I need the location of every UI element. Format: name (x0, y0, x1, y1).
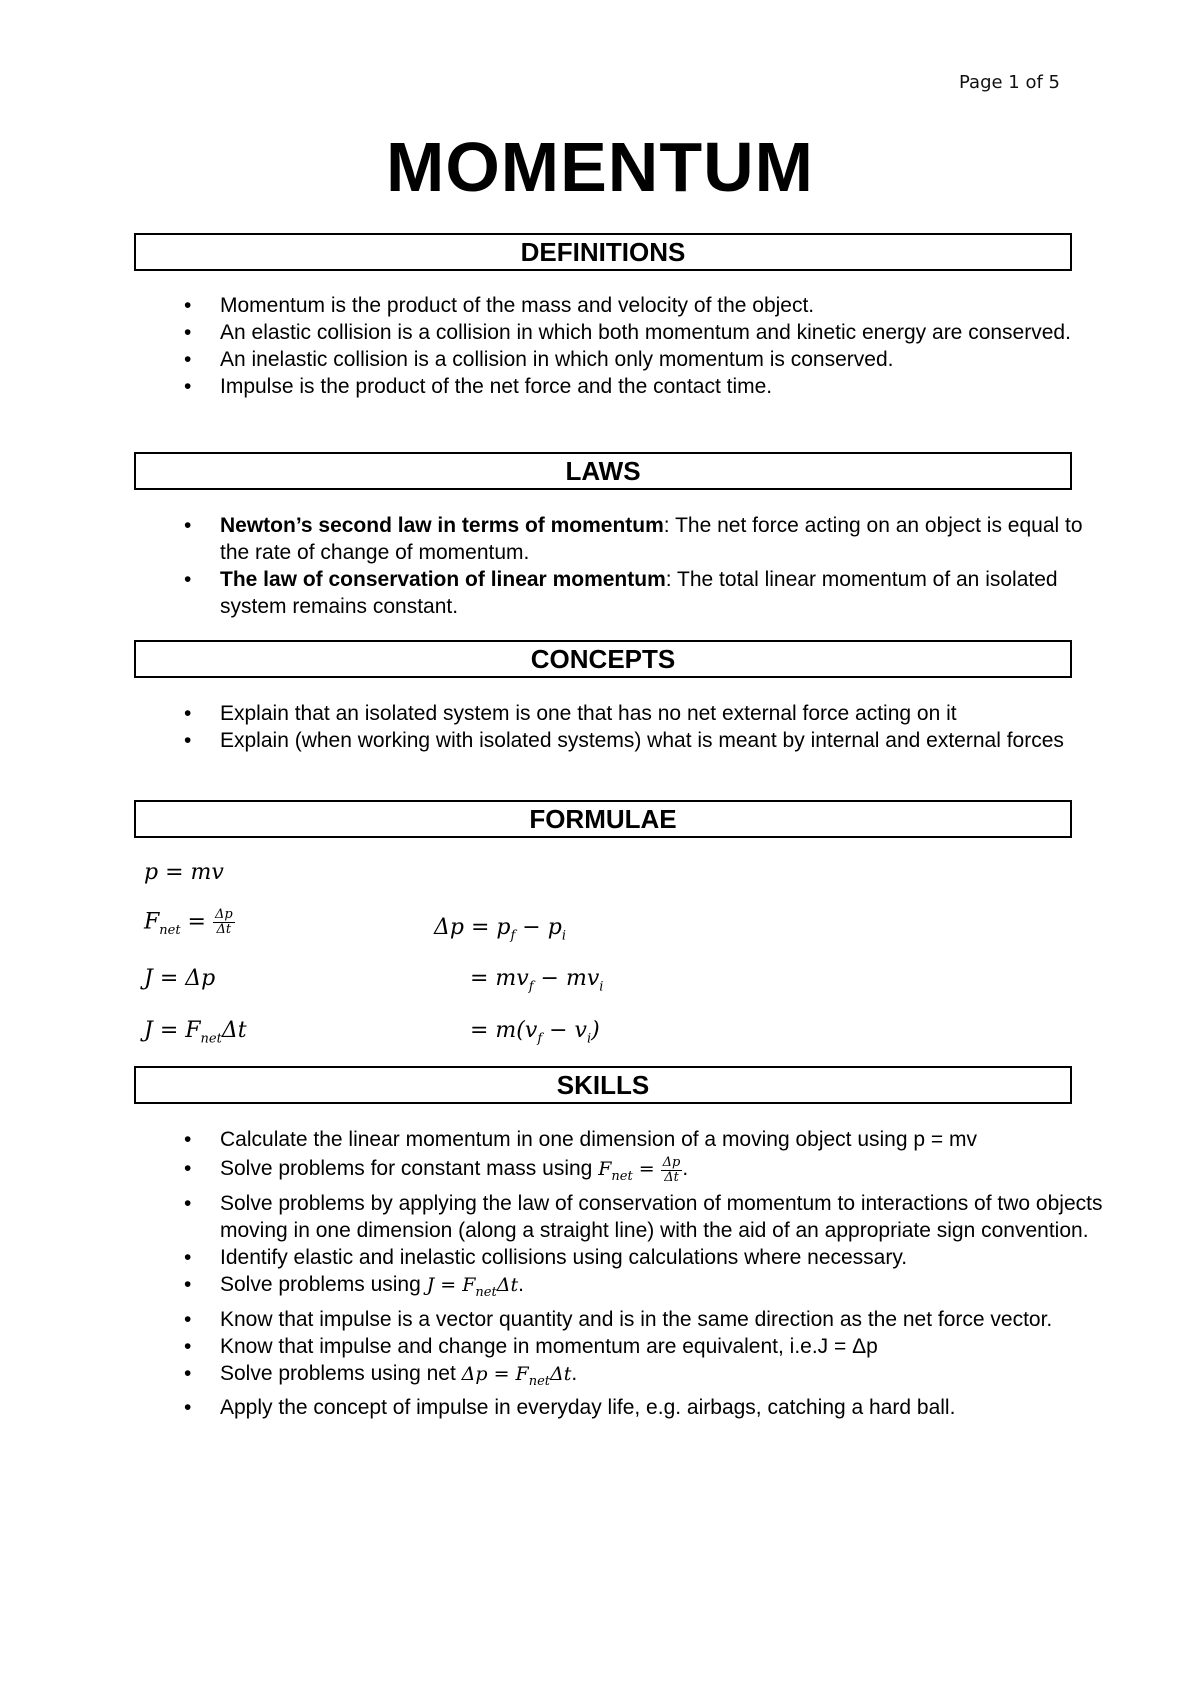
list-item: • Identify elastic and inelastic collisions using calculations where necessary. (220, 1244, 1108, 1271)
dp-line2-a: = mv (470, 966, 529, 991)
skill-text: Solve problems using net (220, 1361, 462, 1385)
skill-dp-sub: net (528, 1373, 551, 1389)
dp-line2-sub-f: f (528, 979, 534, 995)
list-item (220, 512, 1108, 566)
skill-fnet-den: Δt (664, 1169, 679, 1185)
list-item: • Impulse is the product of the net force and the contact time. (220, 373, 1108, 400)
laws-list (184, 512, 1108, 620)
impulse-subscript: net (200, 1031, 222, 1047)
skill-math-fnet: $F_{net}$ = $\frac{\Delta p}{\Delta t}$ (598, 1154, 681, 1185)
skill-dp-lhs: Δp = F (461, 1362, 529, 1385)
skill-fnet-symbol: F (598, 1158, 612, 1180)
list-item (220, 1271, 1108, 1306)
law-term: Newton’s second law in terms of momentum (220, 514, 664, 537)
skill-fnet-fraction (661, 1156, 683, 1185)
list-item: • Calculate the linear momentum in one dimension of a moving object using p = mv (220, 1126, 1108, 1153)
dp-sub-i: i (561, 928, 566, 944)
list-item (220, 1155, 1108, 1190)
skill-fnet-num: Δp (662, 1154, 681, 1170)
fnet-subscript: net (159, 922, 181, 938)
concepts-header-box (134, 640, 1072, 678)
list-item (220, 566, 1108, 620)
skill-math-impulse (426, 1273, 519, 1300)
dp-line3-b: − v (542, 1018, 587, 1043)
formula-impulse-fnet (144, 1018, 247, 1046)
formulae-heading: FORMULAE (529, 803, 677, 834)
skill-text: Solve problems using (220, 1272, 427, 1296)
list-item (220, 1360, 1108, 1395)
formula-dp-line2 (470, 966, 603, 994)
dp-line3-a: = m(v (470, 1018, 538, 1043)
skill-dp-tail: Δt (550, 1362, 572, 1385)
list-item: • Solve problems by applying the law of conservation of momentum to interactions of two objects moving in one dimension (along a straight line) with the aid of an appropriate sign convention. (220, 1190, 1108, 1244)
skills-heading: SKILLS (556, 1069, 650, 1100)
law-term: The law of conservation of linear momentum (220, 568, 666, 591)
list-item: • Explain (when working with isolated systems) what is meant by internal and external forces (220, 727, 1108, 754)
list-item: • Explain that an isolated system is one that has no net external force acting on it (220, 700, 1108, 727)
list-item: • Know that impulse and change in momentum are equivalent, i.e.J = Δp (220, 1333, 1108, 1360)
law-text: : The net force acting on an object is equal to the rate of change of momentum. (220, 514, 1083, 564)
skill-period: . (682, 1157, 689, 1180)
formula-dp-line3 (470, 1018, 600, 1046)
skills-header-box (134, 1066, 1072, 1104)
dp-line2-b: − mv (533, 966, 600, 991)
document-title: MOMENTUM (386, 128, 814, 206)
list-item: • Know that impulse is a vector quantity and is in the same direction as the net force vector. (220, 1306, 1108, 1333)
skill-period: . (518, 1272, 524, 1296)
skill-math-dp (461, 1362, 572, 1389)
skills-list (184, 1126, 1108, 1421)
laws-heading: LAWS (565, 455, 641, 486)
fnet-symbol: F (144, 909, 160, 935)
dp-line2-sub-i: i (599, 979, 604, 995)
impulse-lhs: J = F (144, 1018, 201, 1043)
skill-fnet-sub: net (611, 1168, 633, 1184)
definitions-header-box (134, 233, 1072, 271)
laws-header-box (134, 452, 1072, 490)
dp-sub-f: f (510, 928, 516, 944)
law-text: : The total linear momentum of an isolated system remains constant. (220, 568, 1058, 618)
fnet-equals: = (180, 909, 213, 935)
formula-fnet (144, 908, 235, 938)
dp-line3-c: ) (591, 1018, 600, 1043)
fnet-fraction (213, 908, 235, 937)
page-number: Page 1 of 5 (959, 72, 1060, 93)
list-item: • Momentum is the product of the mass and velocity of the object. (220, 292, 1108, 319)
fnet-denominator: Δt (216, 922, 232, 937)
concepts-list (184, 700, 1108, 754)
dp-line3-sub-i: i (586, 1031, 592, 1047)
list-item: • Apply the concept of impulse in everyday life, e.g. airbags, catching a hard ball. (220, 1394, 1108, 1421)
formula-dp-line1 (434, 915, 566, 943)
list-item: • An elastic collision is a collision in which both momentum and kinetic energy are conserved. (220, 319, 1108, 346)
impulse-tail: Δt (221, 1018, 247, 1043)
dp-line1-b: − p (515, 915, 562, 940)
dp-line3-sub-f: f (537, 1031, 543, 1047)
formula-momentum: p = mv (144, 860, 224, 885)
concepts-heading: CONCEPTS (530, 643, 676, 674)
skill-j-tail: Δt (496, 1273, 519, 1296)
formula-impulse-dp: J = Δp (144, 966, 216, 991)
skill-j-lhs: J = F (426, 1273, 476, 1296)
formulae-header-box (134, 800, 1072, 838)
fnet-numerator: Δp (214, 907, 233, 922)
list-item: • An inelastic collision is a collision in which only momentum is conserved. (220, 346, 1108, 373)
dp-line1-a: Δp = p (434, 915, 511, 940)
definitions-heading: DEFINITIONS (520, 236, 686, 267)
skill-j-sub: net (475, 1284, 497, 1300)
skill-period: . (571, 1361, 578, 1385)
skill-text: Solve problems for constant mass using (220, 1157, 599, 1180)
definitions-list (184, 292, 1108, 400)
